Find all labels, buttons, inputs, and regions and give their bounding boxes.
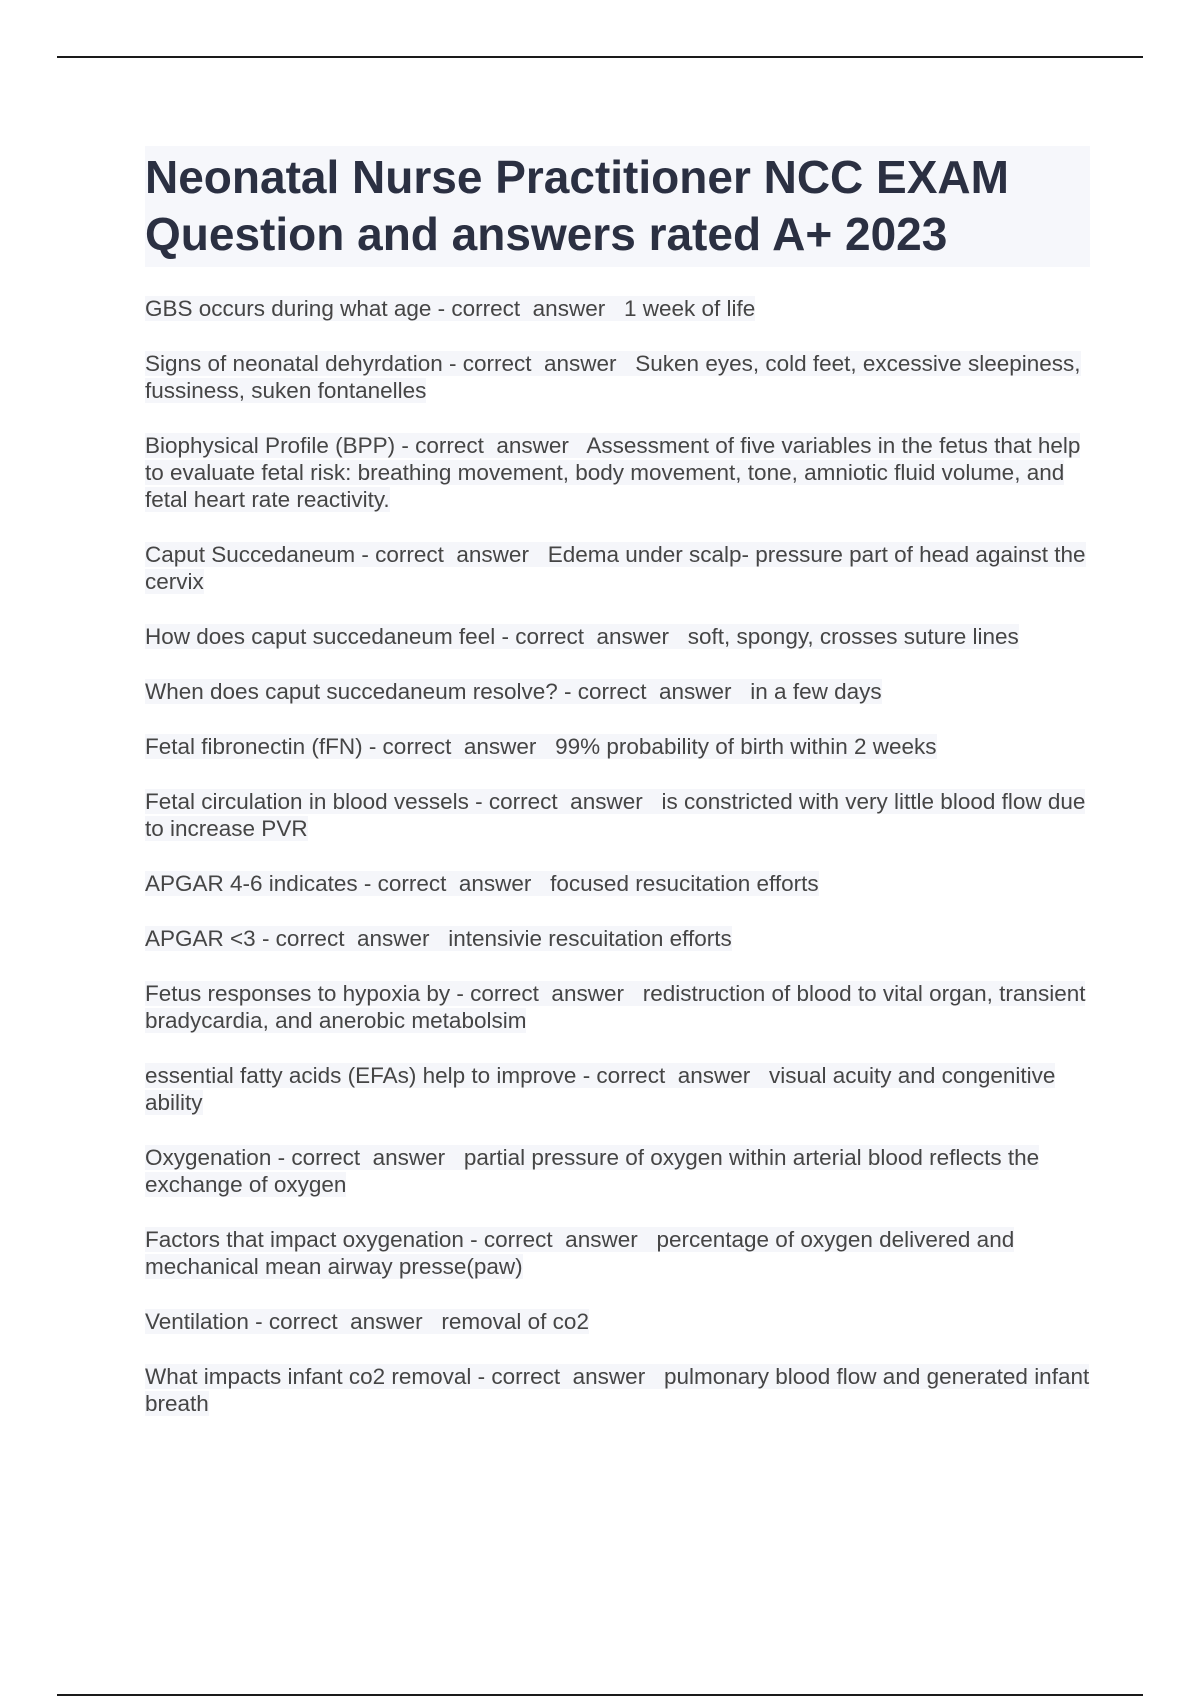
- answer-text: in a few days: [750, 679, 882, 704]
- qa-item: [145, 788, 1090, 842]
- qa-text: [145, 1364, 1089, 1416]
- footer-rule: [57, 1694, 1143, 1696]
- question-text: Caput Succedaneum: [145, 542, 356, 567]
- qa-item: [145, 1144, 1090, 1198]
- question-text: Factors that impact oxygenation: [145, 1227, 464, 1252]
- answer-separator: - correct answer: [442, 351, 636, 376]
- qa-text: [145, 1227, 1014, 1279]
- answer-text: removal of co2: [441, 1309, 589, 1334]
- qa-text: [145, 351, 1081, 403]
- qa-item: [145, 432, 1090, 513]
- answer-separator: - correct answer: [450, 981, 643, 1006]
- answer-separator: - correct answer: [248, 1309, 442, 1334]
- answer-separator: - correct answer: [557, 679, 751, 704]
- qa-text: [145, 679, 882, 704]
- qa-item: [145, 1062, 1090, 1116]
- qa-text: [145, 433, 1080, 512]
- question-text: essential fatty acids (EFAs) help to improve: [145, 1063, 577, 1088]
- qa-item: [145, 623, 1090, 650]
- answer-separator: - correct answer: [395, 433, 587, 458]
- answer-text: intensivie rescuitation efforts: [448, 926, 732, 951]
- question-text: Signs of neonatal dehyrdation: [145, 351, 443, 376]
- qa-text: [145, 296, 755, 321]
- answer-text: percentage of oxygen delivered and mechanical mean airway presse(paw): [145, 1227, 1015, 1279]
- qa-text: [145, 789, 1085, 841]
- answer-text: 1 week of life: [623, 296, 756, 321]
- qa-item: [145, 733, 1090, 760]
- question-text: Biophysical Profile (BPP): [145, 433, 396, 458]
- document-title: Neonatal Nurse Practitioner NCC EXAM Question and answers rated A+ 2023: [145, 146, 1090, 267]
- question-text: Fetal circulation in blood vessels: [145, 789, 469, 814]
- question-text: Fetal fibronectin (fFN): [145, 734, 363, 759]
- answer-text: redistruction of blood to vital organ, transient bradycardia, and anerobic metabolsim: [145, 981, 1086, 1033]
- qa-text: [145, 981, 1085, 1033]
- answer-text: partial pressure of oxygen within arterial blood reflects the exchange of oxygen: [145, 1145, 1040, 1197]
- qa-text: [145, 1309, 589, 1334]
- answer-text: visual acuity and congenitive ability: [145, 1063, 1056, 1115]
- qa-text: [145, 1145, 1039, 1197]
- answer-text: Suken eyes, cold feet, excessive sleepiness, fussiness, suken fontanelles: [145, 351, 1081, 403]
- question-text: Oxygenation: [145, 1145, 272, 1170]
- qa-text: [145, 734, 937, 759]
- question-text: How does caput succedaneum feel: [145, 624, 496, 649]
- answer-separator: - correct answer: [463, 1227, 657, 1252]
- answer-text: Edema under scalp- pressure part of head against the cervix: [145, 542, 1086, 594]
- answer-text: soft, spongy, crosses suture lines: [687, 624, 1019, 649]
- question-text: Ventilation: [145, 1309, 249, 1334]
- answer-text: is constricted with very little blood flow due to increase PVR: [145, 789, 1086, 841]
- qa-text: [145, 1063, 1055, 1115]
- answer-separator: - correct answer: [468, 789, 662, 814]
- qa-item: [145, 1308, 1090, 1335]
- qa-text: [145, 624, 1019, 649]
- answer-separator: - correct answer: [355, 542, 548, 567]
- question-text: GBS occurs during what age: [145, 296, 432, 321]
- qa-item: [145, 295, 1090, 322]
- qa-item: [145, 678, 1090, 705]
- qa-item: [145, 980, 1090, 1034]
- qa-item: [145, 925, 1090, 952]
- qa-item: [145, 1363, 1090, 1417]
- question-text: When does caput succedaneum resolve?: [145, 679, 558, 704]
- answer-separator: - correct answer: [362, 734, 556, 759]
- qa-text: [145, 926, 732, 951]
- answer-separator: - correct answer: [255, 926, 449, 951]
- answer-text: 99% probability of birth within 2 weeks: [555, 734, 937, 759]
- question-text: APGAR 4-6 indicates: [145, 871, 358, 896]
- answer-separator: - correct answer: [271, 1145, 464, 1170]
- question-text: APGAR <3: [145, 926, 256, 951]
- answer-text: pulmonary blood flow and generated infant breath: [145, 1364, 1090, 1416]
- answer-text: Assessment of five variables in the fetus that help to evaluate fetal risk: breathing movement, body movement, tone, amniotic fluid volume, and fetal heart rate reactivity.: [145, 433, 1081, 512]
- qa-item: [145, 870, 1090, 897]
- answer-text: focused resucitation efforts: [550, 871, 819, 896]
- qa-item: [145, 1226, 1090, 1280]
- answer-separator: - correct answer: [471, 1364, 664, 1389]
- qa-list: [145, 295, 1090, 1417]
- header-rule: [57, 56, 1143, 58]
- answer-separator: - correct answer: [431, 296, 624, 321]
- qa-item: [145, 350, 1090, 404]
- qa-text: [145, 542, 1086, 594]
- question-text: Fetus responses to hypoxia by: [145, 981, 451, 1006]
- qa-item: [145, 541, 1090, 595]
- answer-separator: - correct answer: [495, 624, 688, 649]
- answer-separator: - correct answer: [357, 871, 551, 896]
- qa-text: [145, 871, 819, 896]
- document-body: [145, 146, 1090, 1445]
- question-text: What impacts infant co2 removal: [145, 1364, 472, 1389]
- answer-separator: - correct answer: [576, 1063, 769, 1088]
